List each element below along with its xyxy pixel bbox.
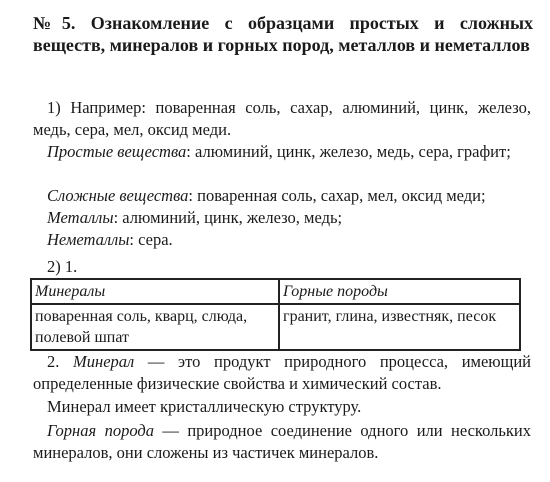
nonmetals-line: [33, 229, 531, 251]
table-cell-minerals: поваренная соль, кварц, слюда, полевой шпат: [31, 304, 279, 350]
rock-definition-text: — природное соединение одного или нескольких минералов, они сложены из частичек минералов.: [33, 421, 531, 462]
table-header-row: [31, 279, 520, 304]
complex-substances-text: : поваренная соль, сахар, мел, оксид меди;: [188, 186, 486, 205]
nonmetals-label: Неметаллы: [47, 230, 130, 249]
mineral-definition: [33, 351, 531, 395]
mineral-prefix: 2.: [47, 352, 74, 371]
table-row: [31, 304, 520, 350]
rock-term: Горная порода: [47, 421, 154, 440]
question-2-label: 2) 1.: [47, 257, 78, 276]
metals-label: Металлы: [47, 208, 114, 227]
nonmetals-text: : сера.: [129, 230, 173, 249]
simple-substances-label: Простые вещества: [47, 142, 187, 161]
table-header-rocks: Горные породы: [279, 279, 520, 304]
mineral-definition-text: — это продукт природного процесса, имеющий определенные физические свойства и химический состав.: [33, 352, 531, 393]
minerals-rocks-table: [30, 278, 521, 351]
mineral-structure-line: Минерал имеет кристаллическую структуру.: [47, 397, 362, 416]
table-cell-rocks: гранит, глина, известняк, песок: [279, 304, 520, 350]
metals-line: [33, 207, 531, 229]
metals-text: : алюминий, цинк, железо, медь;: [113, 208, 343, 227]
simple-substances-text: : алюминий, цинк, железо, медь, сера, графит;: [186, 142, 511, 161]
complex-substances-label: Сложные вещества: [47, 186, 189, 205]
rock-definition: [33, 420, 531, 464]
mineral-term: Минерал: [73, 352, 135, 371]
intro-paragraph: 1) Например: поваренная соль, сахар, алюминий, цинк, железо, медь, сера, мел, оксид меди.: [33, 98, 531, 139]
table-header-minerals: Минералы: [31, 279, 279, 304]
simple-substances-line: [33, 141, 531, 163]
complex-substances-line: [33, 185, 531, 207]
exercise-heading: №5. Ознакомление с образцами простых и сложных веществ, минералов и горных пород, металлов и неметаллов: [33, 13, 533, 55]
